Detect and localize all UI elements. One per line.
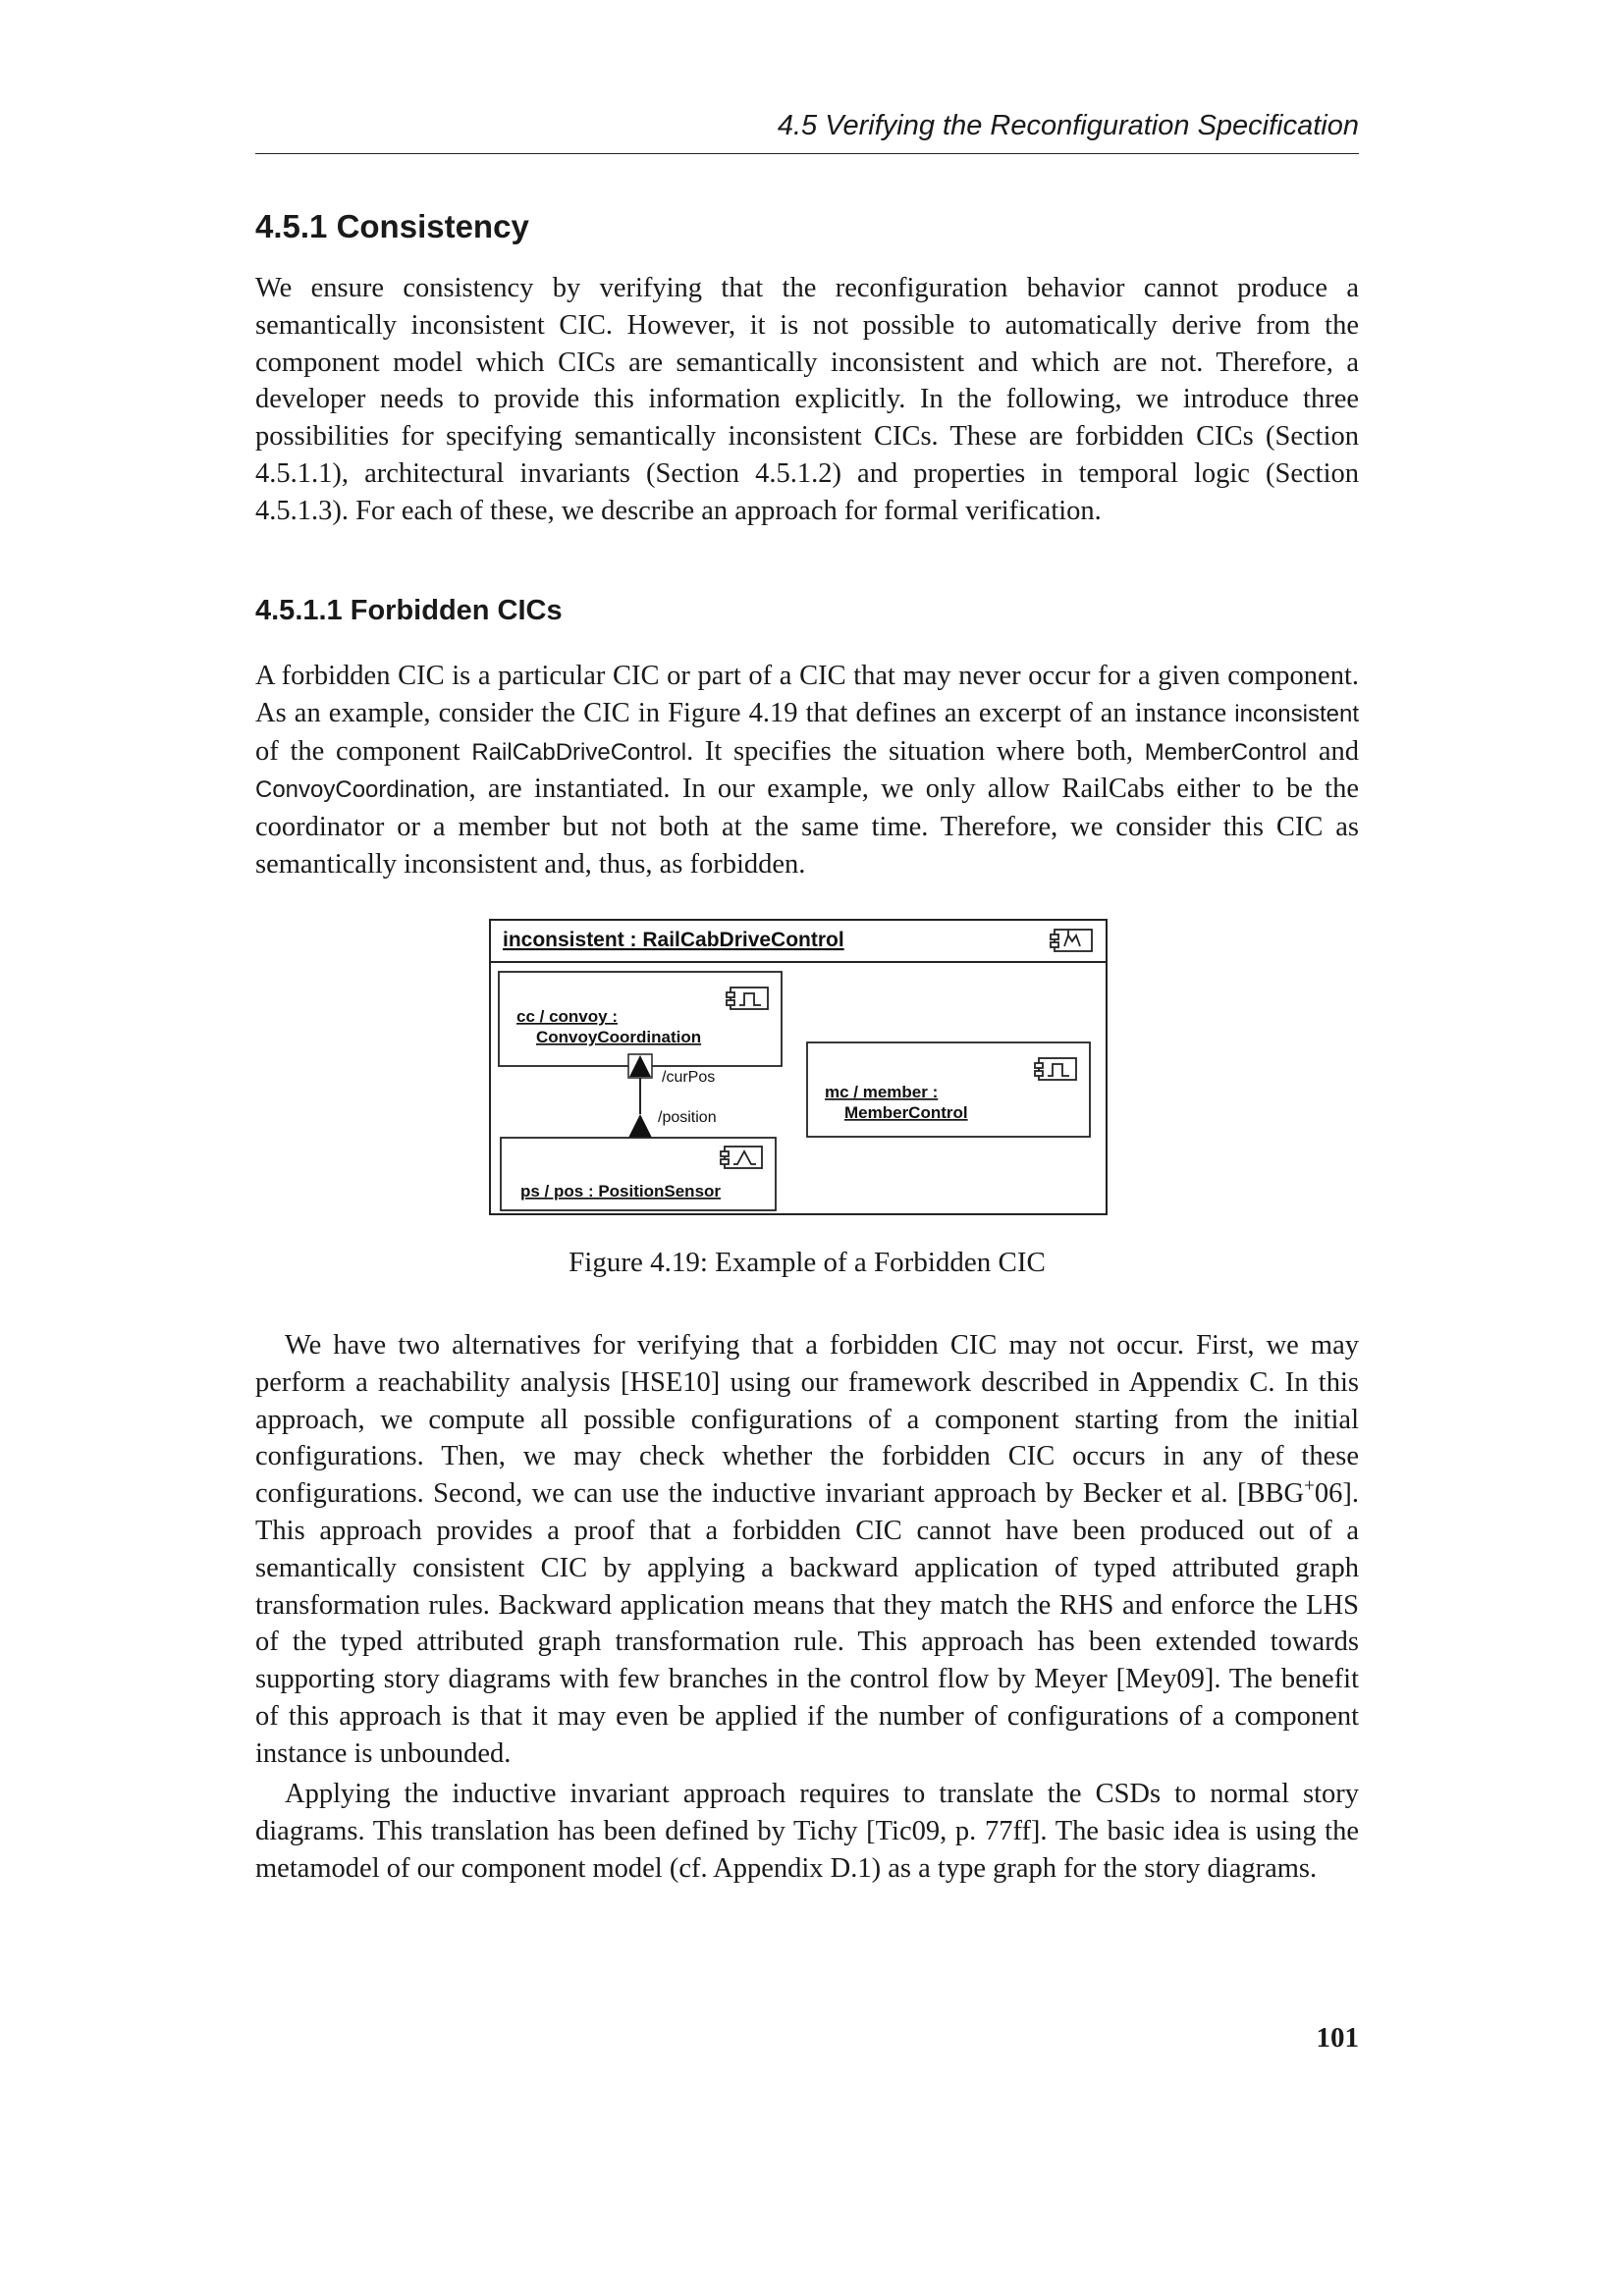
- member-part-label-line1: mc / member :: [825, 1083, 939, 1101]
- section-heading: 4.5.1 Consistency: [255, 208, 529, 244]
- paragraph-text: . It specifies the situation where both,: [686, 735, 1145, 767]
- position-port-label: /position: [658, 1109, 717, 1126]
- running-head: 4.5 Verifying the Reconfiguration Specification: [777, 110, 1359, 141]
- code-inconsistent: inconsistent: [1234, 700, 1359, 727]
- header-rule: [255, 153, 1359, 154]
- paragraph-text: , are instantiated. In our example, we only allow RailCabs either to be the coordinator or a member but not both at the same time. Therefore, we consider this CIC as semantically inconsistent and, thus, as forbidden.: [255, 774, 1359, 880]
- convoy-part-label-line2: ConvoyCoordination: [536, 1028, 702, 1046]
- code-membercontrol: MemberControl: [1144, 738, 1308, 766]
- superscript-plus: +: [1304, 1475, 1315, 1497]
- forbidden-cic-paragraph: [255, 658, 1359, 883]
- paragraph-text: We have two alternatives for verifying that a forbidden CIC may not occur. First, we may perform a reachability analysis [HSE10] using our framework described in Appendix C. In this approach, we compute all possible configurations of a component starting from the initial configurations. Then, we may check whether the forbidden CIC occurs in any of these configurations. Second, we can use the inductive invariant approach by Becker et al. [BBG: [255, 1330, 1359, 1510]
- curpos-port-label: /curPos: [662, 1069, 716, 1086]
- paragraph-text: 06]. This approach provides a proof that a forbidden CIC cannot have been produced out of a semantically consistent CIC by applying a backward application of typed attributed graph transformation rules. Backward application means that they match the RHS and enforce the LHS of the typed attributed graph transformation rule. This approach has been extended towards supporting story diagrams with few branches in the control flow by Meyer [Mey09]. The benefit of this approach is that it may even be applied if the number of configurations of a component instance is unbounded.: [255, 1478, 1359, 1769]
- subsection-heading: 4.5.1.1 Forbidden CICs: [255, 595, 563, 626]
- section-intro-paragraph: We ensure consistency by verifying that the reconfiguration behavior cannot produce a semantically inconsistent CIC. However, it is not possible to automatically derive from the component model which CICs are semantically inconsistent and which are not. Therefore, a developer needs to provide this information explicitly. In the following, we introduce three possibilities for specifying semantically inconsistent CICs. These are forbidden CICs (Section 4.5.1.1), architectural invariants (Section 4.5.1.2) and properties in temporal logic (Section 4.5.1.3). For each of these, we describe an approach for formal verification.: [255, 273, 1359, 526]
- code-railcabdrivecontrol: RailCabDriveControl: [471, 738, 687, 766]
- translation-paragraph: Applying the inductive invariant approach requires to translate the CSDs to normal story diagrams. This translation has been defined by Tichy [Tic09, p. 77ff]. The basic idea is using the metamodel of our component model (cf. Appendix D.1) as a type graph for the story diagrams.: [255, 1779, 1359, 1884]
- paragraph-text: of the component: [255, 735, 472, 767]
- figure-caption: Figure 4.19: Example of a Forbidden CIC: [568, 1247, 1046, 1278]
- figure-forbidden-cic: [489, 919, 1108, 1215]
- paragraph-text: A forbidden CIC is a particular CIC or part of a CIC that may never occur for a given component. As an example, consider the CIC in Figure 4.19 that defines an excerpt of an instance: [255, 661, 1359, 728]
- position-sensor-part-label: ps / pos : PositionSensor: [520, 1182, 722, 1201]
- code-convoycoordination: ConvoyCoordination: [255, 776, 469, 804]
- page-number: 101: [1316, 2022, 1359, 2054]
- member-part-label-line2: MemberControl: [844, 1103, 968, 1122]
- convoy-part-label-line1: cc / convoy :: [516, 1007, 618, 1026]
- paragraph-text: and: [1307, 735, 1359, 767]
- verification-paragraph: [255, 1327, 1359, 1773]
- outer-component-label: inconsistent : RailCabDriveControl: [503, 929, 844, 951]
